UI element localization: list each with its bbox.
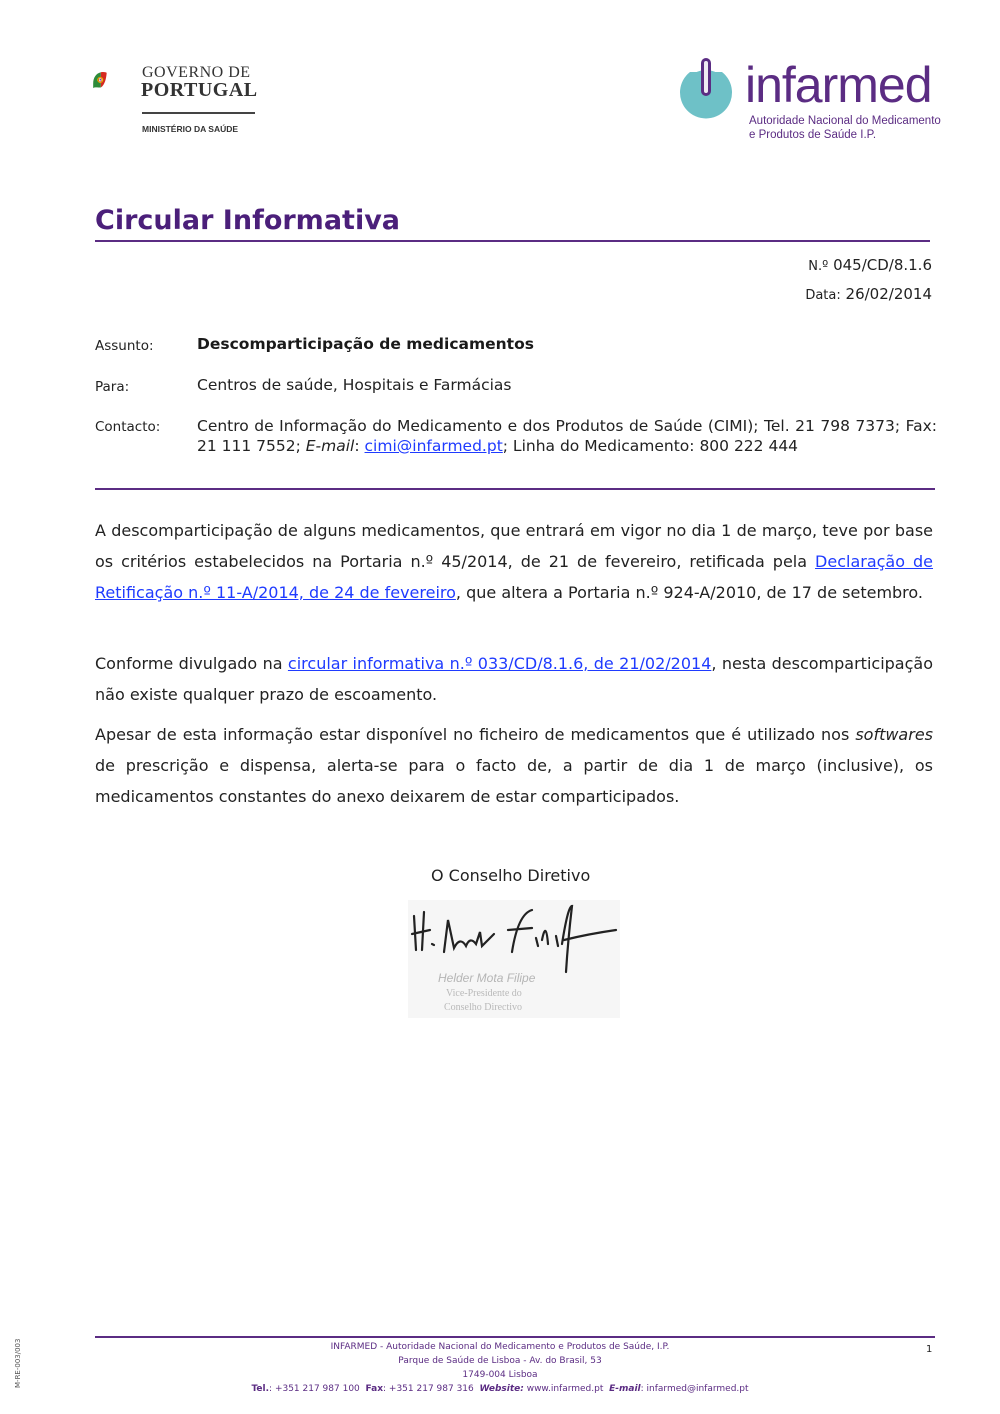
paragraph-1-text: A descomparticipação de alguns medicamentos, que entrará em vigor no dia 1 de março, teve por base os critérios estabelecidos na Portaria n.º 45/2014, de 21 de fevereiro, retificada pela <box>95 521 933 571</box>
signature-label: O Conselho Diretivo <box>431 866 591 885</box>
footer-contacts <box>250 1382 750 1396</box>
footer-line-3: 1749-004 Lisboa <box>462 1370 538 1380</box>
paragraph-3-italic: softwares <box>855 725 933 744</box>
assunto-value: Descomparticipação de medicamentos <box>197 335 534 353</box>
reference-number <box>808 256 932 274</box>
gov-logo-ministry: MINISTÉRIO DA SAÚDE <box>142 124 239 134</box>
contacto-label: Contacto: <box>95 419 161 435</box>
paragraph-1 <box>95 515 933 608</box>
contacto-sep: : <box>354 437 365 455</box>
handwritten-signature <box>408 900 620 1018</box>
contacto-email-link[interactable]: cimi@infarmed.pt <box>364 437 503 455</box>
stamp-name: Helder Mota Filipe <box>438 971 536 985</box>
declaracao-retificacao-link[interactable]: Declaração de Retificação n.º 11-A/2014, de 24 de fevereiro <box>95 552 933 602</box>
infarmed-logo-subtitle-2: e Produtos de Saúde I.P. <box>749 129 877 141</box>
contacto-email-label: E-mail <box>305 437 355 455</box>
footer-email-value: : infarmed@infarmed.pt <box>640 1384 749 1394</box>
gov-logo-line1: GOVERNO DE <box>142 64 251 81</box>
para-value: Centros de saúde, Hospitais e Farmácias <box>197 376 512 394</box>
paragraph-2-text: Conforme divulgado na <box>95 654 288 673</box>
contacto-hotline: ; Linha do Medicamento: 800 222 444 <box>502 437 799 455</box>
stamp-role-2: Conselho Directivo <box>444 1002 523 1013</box>
footer-fax-value: : +351 217 987 316 <box>383 1384 474 1394</box>
paragraph-3-text: Apesar de esta informação estar disponível no ficheiro de medicamentos que é utilizado nos <box>95 725 856 744</box>
footer-line-2: Parque de Saúde de Lisboa - Av. do Brasil, 53 <box>398 1356 602 1366</box>
contacto-value <box>197 416 937 456</box>
footer-tel-value: : +351 217 987 100 <box>269 1384 360 1394</box>
footer-email-label: E-mail <box>609 1384 641 1394</box>
title-divider <box>95 240 930 242</box>
paragraph-1-text-end: , que altera a Portaria n.º 924-A/2010, de 17 de setembro. <box>455 583 923 602</box>
date-value: 26/02/2014 <box>845 285 932 303</box>
gov-logo-divider <box>142 112 255 114</box>
paragraph-3 <box>95 719 933 812</box>
document-title: Circular Informativa <box>95 205 401 236</box>
footer-divider <box>95 1336 935 1338</box>
form-code: M-RE-003/003 <box>14 1338 22 1388</box>
paragraph-3-text-end: de prescrição e dispensa, alerta-se para o facto de, a partir de dia 1 de março (inclusive), os medicamentos constantes do anexo deixarem de estar comparticipados. <box>95 756 933 806</box>
infarmed-logo-subtitle-1: Autoridade Nacional do Medicamento <box>749 115 941 127</box>
footer-website-value: www.infarmed.pt <box>523 1384 604 1394</box>
footer <box>250 1340 750 1396</box>
paragraph-2-text-end: , nesta descomparticipação não existe qualquer prazo de escoamento. <box>95 654 933 704</box>
reference-value: 045/CD/8.1.6 <box>833 256 932 274</box>
infarmed-logo-wordmark: infarmed <box>745 57 932 113</box>
page-number: 1 <box>926 1344 933 1355</box>
gov-logo-line2: PORTUGAL <box>141 79 258 101</box>
date-label: Data: <box>805 288 841 303</box>
para-label: Para: <box>95 379 130 395</box>
contacto-text: Centro de Informação do Medicamento e dos Produtos de Saúde (CIMI); Tel. 21 798 7373; Fax: 21 111 7552; <box>197 417 937 455</box>
footer-line-1: INFARMED - Autoridade Nacional do Medicamento e Produtos de Saúde, I.P. <box>330 1342 670 1352</box>
infarmed-logo-icon <box>676 58 736 120</box>
header-divider <box>95 488 935 490</box>
stamp-role-1: Vice-Presidente do <box>446 988 522 999</box>
document-date <box>805 285 932 303</box>
governo-de-portugal-logo <box>92 56 142 112</box>
footer-website-label: Website: <box>479 1384 524 1394</box>
assunto-label: Assunto: <box>95 338 154 354</box>
circular-informativa-link[interactable]: circular informativa n.º 033/CD/8.1.6, de 21/02/2014 <box>287 654 712 673</box>
footer-tel-label: Tel. <box>251 1384 270 1394</box>
paragraph-2 <box>95 648 933 710</box>
footer-fax-label: Fax <box>365 1384 384 1394</box>
reference-label: N.º <box>808 259 829 274</box>
